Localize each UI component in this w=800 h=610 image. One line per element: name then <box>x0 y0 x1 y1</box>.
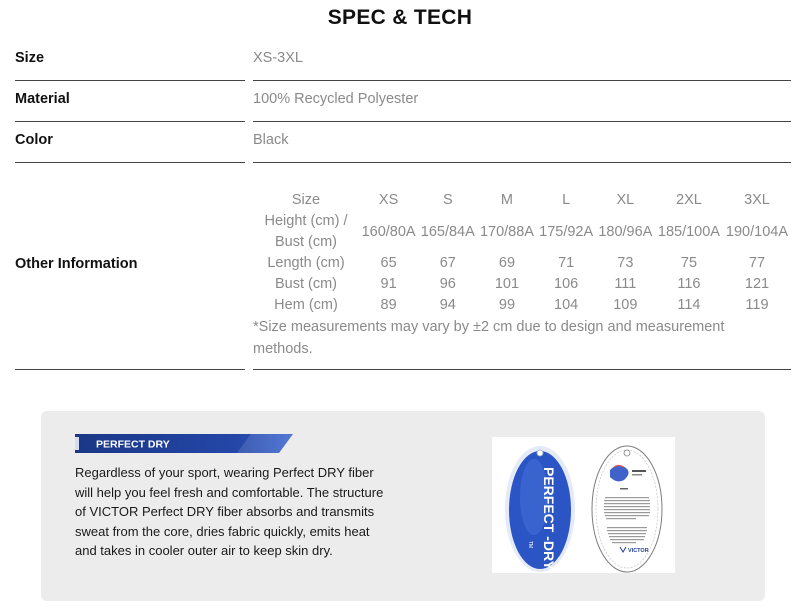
size-chart-cell: 170/88A <box>479 223 534 240</box>
size-chart-cell: 71 <box>558 255 575 271</box>
size-chart-row <box>253 253 791 274</box>
size-chart-header-cell: L <box>562 192 571 208</box>
tag-hole-icon <box>537 450 543 456</box>
size-chart-cell: 114 <box>677 297 701 313</box>
size-chart-header-cell: 3XL <box>744 192 770 208</box>
spec-label-material: Material <box>15 91 70 107</box>
perfect-dry-description: Regardless of your sport, wearing Perfect DRY fiber will help you feel fresh and comfortable. The structure of VICTOR Perfect DRY fiber absorbs and transmits sweat from the core, dries fabric quickly, emits heat and takes in cooler outer air to keep skin dry. <box>75 465 384 559</box>
size-chart-cell: 89 <box>380 297 397 313</box>
hang-tag-image <box>492 437 675 573</box>
spec-label-color: Color <box>15 132 53 148</box>
page-title: SPEC & TECH <box>327 6 473 29</box>
hang-tag-back <box>592 446 662 572</box>
row-label-line: Bust (cm) <box>274 234 338 250</box>
size-chart-cell: 185/100A <box>657 223 720 240</box>
size-chart-cell: 69 <box>498 255 516 271</box>
size-chart-header-row <box>253 190 791 211</box>
size-chart-row-label <box>253 211 359 253</box>
size-chart-cell: 91 <box>380 276 397 292</box>
size-chart-cell: 190/104A <box>725 223 789 240</box>
size-chart-row <box>253 295 791 316</box>
size-chart-cell: 94 <box>439 297 456 313</box>
size-chart-cell: 165/84A <box>420 223 475 240</box>
size-chart-cell: 104 <box>554 297 579 313</box>
size-chart-cell: 106 <box>554 276 579 292</box>
size-chart-cell: 65 <box>380 255 397 271</box>
size-chart-cell: 99 <box>498 297 516 313</box>
size-chart-cell: 121 <box>744 276 770 292</box>
size-chart-header-cell: Size <box>291 192 321 208</box>
size-chart-cell: 175/92A <box>539 223 594 240</box>
divider <box>253 162 791 163</box>
size-note: *Size measurements may vary by ±2 cm due to design and measurement methods. <box>253 319 725 357</box>
perfect-dry-badge-label: PERFECT DRY <box>96 438 170 451</box>
hang-tag-front <box>505 446 575 572</box>
size-chart-table <box>253 190 791 316</box>
divider <box>15 80 245 81</box>
size-chart-cell: 119 <box>745 297 769 313</box>
size-chart-cell: 109 <box>613 297 638 313</box>
tag-back-brand: VICTOR <box>628 548 649 554</box>
tag-front-tm: TM <box>527 541 533 549</box>
size-chart-cell: 77 <box>748 255 766 271</box>
size-chart-cell: 73 <box>617 255 634 271</box>
divider <box>253 80 791 81</box>
size-chart-cell: 160/80A <box>361 223 416 240</box>
tag-hole-icon <box>624 450 630 456</box>
size-chart-cell: 96 <box>439 276 456 292</box>
hang-tag-illustration <box>492 437 675 573</box>
size-chart-row-label: Hem (cm) <box>274 297 338 313</box>
size-chart-row-label: Bust (cm) <box>274 276 338 292</box>
spec-value-material: 100% Recycled Polyester <box>253 91 419 107</box>
spec-label-size: Size <box>15 50 45 66</box>
divider <box>15 162 245 163</box>
divider <box>253 369 791 370</box>
size-chart-cell: 67 <box>439 255 456 271</box>
size-chart-header-cell: XL <box>616 192 635 208</box>
size-chart-header-cell: M <box>500 192 514 208</box>
perfect-dry-panel <box>41 411 765 601</box>
size-chart-cell: 180/96A <box>598 223 653 240</box>
divider <box>15 369 245 370</box>
size-chart-header-cell: XS <box>378 192 399 208</box>
perfect-dry-badge <box>75 434 293 453</box>
size-chart-header-cell: S <box>442 192 453 208</box>
spec-label-other-information: Other Information <box>15 256 138 272</box>
divider <box>15 121 245 122</box>
size-chart-cell: 101 <box>494 276 520 292</box>
spec-value-size: XS-3XL <box>253 50 303 66</box>
size-chart-row <box>253 274 791 295</box>
size-chart-cell: 116 <box>677 276 701 292</box>
divider <box>253 121 791 122</box>
size-chart-row-label: Length (cm) <box>267 255 345 271</box>
tag-front-text: PERFECT -DRY <box>541 467 557 570</box>
size-chart-cell: 111 <box>614 276 637 292</box>
size-chart-header-cell: 2XL <box>676 192 702 208</box>
row-label-line: Height (cm) / <box>264 213 348 229</box>
size-chart-row <box>253 211 791 253</box>
spec-value-color: Black <box>253 132 289 148</box>
size-chart-cell: 75 <box>680 255 698 271</box>
